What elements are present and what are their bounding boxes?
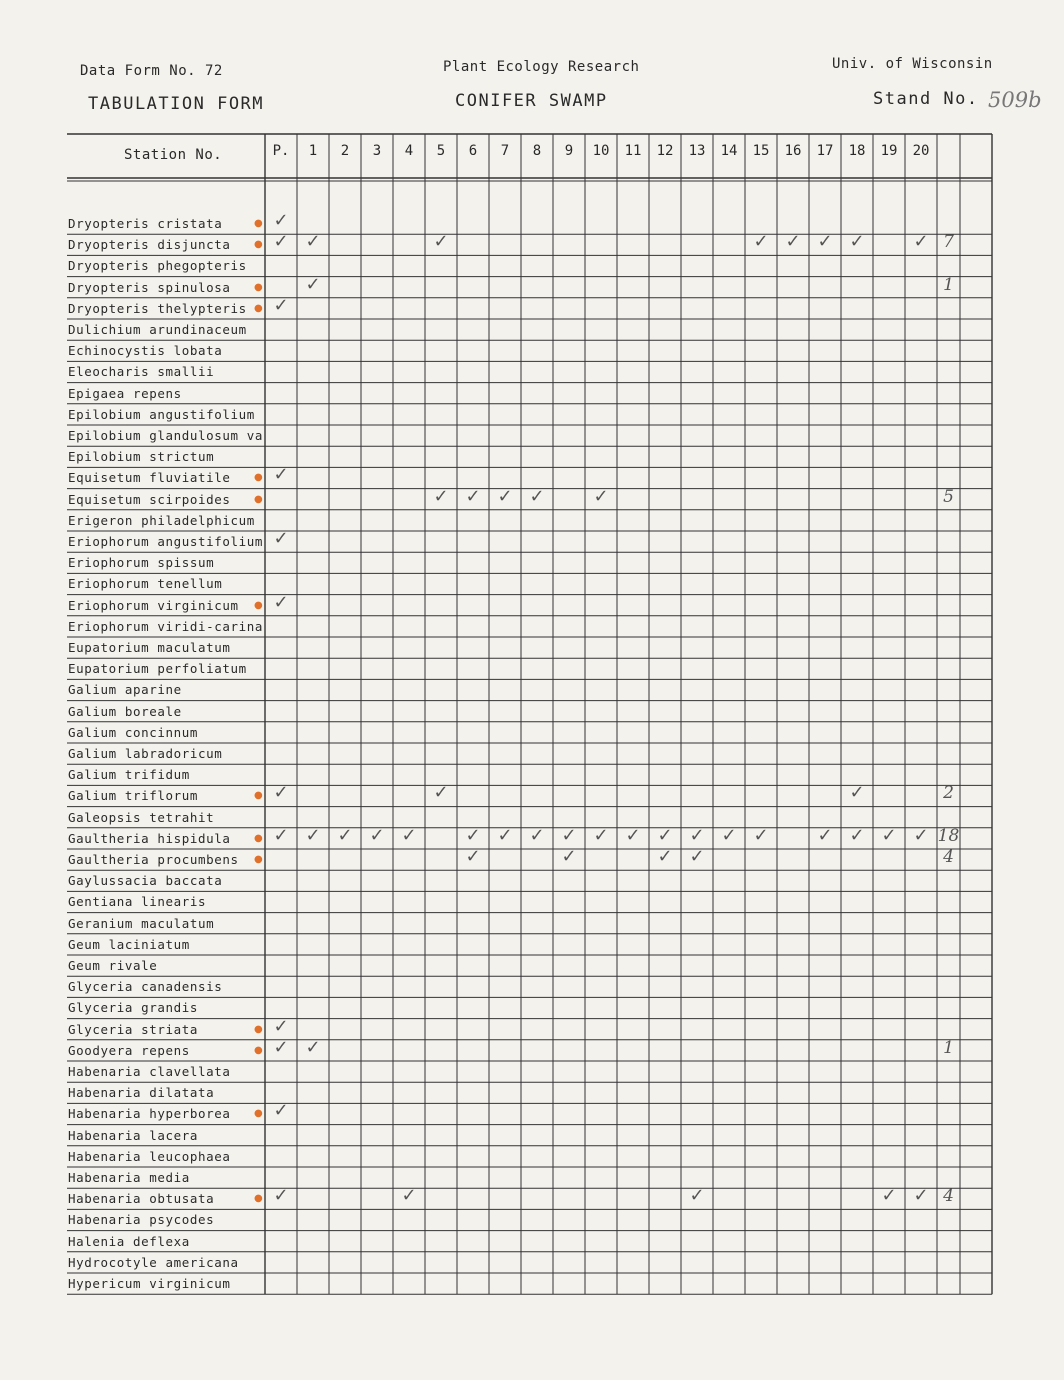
species-name: Epigaea repens (68, 385, 182, 401)
species-name: Eriophorum angustifolium (68, 534, 264, 549)
orange-dot-icon: ● (254, 218, 263, 229)
check-mark-icon: ✓ (433, 485, 449, 507)
column-header-12: 12 (656, 143, 674, 159)
station-number-label: Station No. (124, 147, 223, 163)
species-name: Galium triflorum (68, 788, 199, 804)
column-header-19: 19 (880, 143, 898, 159)
check-mark-icon: ✓ (529, 485, 545, 507)
species-name: Gaultheria hispidula (68, 830, 231, 846)
check-mark-icon: ✓ (305, 1036, 321, 1058)
check-mark-icon: ✓ (305, 824, 321, 846)
orange-dot-icon: ● (254, 302, 263, 314)
species-name: Eleocharis smallii (68, 364, 215, 380)
species-name: Dulichium arundinaceum (68, 322, 247, 337)
check-mark-icon: ✓ (433, 231, 449, 253)
column-header-10: 10 (592, 143, 610, 159)
check-mark-icon: ✓ (849, 231, 865, 253)
check-mark-icon: ✓ (913, 824, 929, 846)
species-name: Eupatorium maculatum (68, 640, 231, 655)
species-name: Gentiana linearis (68, 894, 207, 910)
species-name: Dryopteris spinulosa (68, 279, 231, 295)
species-name: Geum laciniatum (68, 936, 190, 952)
check-mark-icon: ✓ (561, 846, 577, 867)
row-total: 18 (937, 825, 960, 846)
orange-dot-icon: ● (254, 472, 263, 484)
species-name: Erigeron philadelphicum (68, 512, 255, 528)
species-name: Epilobium glandulosum va (68, 428, 264, 443)
row-total: 2 (943, 783, 954, 804)
column-header-1: 1 (308, 143, 318, 159)
check-mark-icon: ✓ (369, 824, 385, 846)
check-mark-icon: ✓ (881, 1185, 897, 1207)
species-name: Hypericum virginicum (68, 1276, 231, 1291)
column-header-6: 6 (468, 143, 478, 159)
species-name: Habenaria clavellata (68, 1064, 231, 1079)
row-total: 4 (943, 1186, 954, 1207)
check-mark-icon: ✓ (817, 824, 833, 846)
check-mark-icon: ✓ (401, 1185, 417, 1207)
species-name: Geum rivale (68, 958, 158, 973)
orange-dot-icon: ● (254, 1044, 263, 1056)
species-name: Geranium maculatum (68, 915, 215, 931)
check-mark-icon: ✓ (273, 824, 289, 846)
orange-dot-icon: ● (254, 493, 263, 505)
species-name: Galium trifidum (68, 767, 190, 783)
species-name: Epilobium angustifolium (68, 406, 255, 422)
species-name: Equisetum fluviatile (68, 470, 231, 486)
species-name: Dryopteris disjuncta (68, 237, 231, 253)
organization: Plant Ecology Research (443, 59, 640, 75)
column-header-18: 18 (848, 143, 866, 159)
check-mark-icon: ✓ (401, 824, 417, 846)
check-mark-icon: ✓ (273, 591, 289, 613)
check-mark-icon: ✓ (689, 846, 705, 867)
species-name: Habenaria leucophaea (68, 1148, 231, 1164)
species-name: Glyceria grandis (68, 1000, 199, 1016)
species-name: Halenia deflexa (68, 1233, 190, 1249)
check-mark-icon: ✓ (753, 231, 769, 253)
check-mark-icon: ✓ (593, 824, 609, 846)
row-total: 4 (943, 847, 954, 867)
species-name: Galium labradoricum (68, 746, 223, 761)
column-header-15: 15 (752, 143, 770, 159)
check-mark-icon: ✓ (561, 824, 577, 846)
check-mark-icon: ✓ (817, 231, 833, 253)
orange-dot-icon: ● (254, 832, 263, 844)
species-name: Equisetum scirpoides (68, 491, 231, 507)
university: Univ. of Wisconsin (832, 56, 993, 72)
species-name: Dryopteris phegopteris (68, 258, 247, 274)
row-total: 1 (943, 274, 954, 295)
check-mark-icon: ✓ (273, 210, 289, 231)
species-name: Gaylussacia baccata (68, 873, 223, 889)
check-mark-icon: ✓ (273, 294, 289, 316)
column-header-16: 16 (784, 143, 802, 159)
check-mark-icon: ✓ (785, 231, 801, 253)
check-mark-icon: ✓ (497, 824, 513, 846)
species-name: Habenaria hyperborea (68, 1106, 231, 1122)
species-name: Galium concinnum (68, 724, 199, 740)
check-mark-icon: ✓ (689, 1185, 705, 1207)
check-mark-icon: ✓ (753, 824, 769, 846)
check-mark-icon: ✓ (849, 824, 865, 846)
column-header-20: 20 (912, 143, 930, 159)
orange-dot-icon: ● (254, 599, 263, 611)
row-total: 7 (943, 232, 954, 253)
species-name: Eriophorum viridi-carina (68, 618, 264, 634)
community-type: CONIFER SWAMP (455, 91, 608, 111)
column-header-11: 11 (624, 143, 642, 159)
check-mark-icon: ✓ (273, 528, 289, 549)
species-name: Habenaria psycodes (68, 1212, 215, 1228)
species-name: Galium boreale (68, 703, 182, 719)
species-name: Gaultheria procumbens (68, 852, 239, 867)
orange-dot-icon: ● (254, 1108, 263, 1120)
check-mark-icon: ✓ (721, 824, 737, 846)
check-mark-icon: ✓ (657, 824, 673, 846)
check-mark-icon: ✓ (273, 464, 289, 486)
check-mark-icon: ✓ (273, 231, 289, 253)
species-name: Hydrocotyle americana (68, 1254, 239, 1270)
species-name: Glyceria canadensis (68, 979, 223, 995)
check-mark-icon: ✓ (273, 1036, 289, 1058)
check-mark-icon: ✓ (913, 231, 929, 253)
column-header-9: 9 (564, 143, 574, 159)
column-header-2: 2 (340, 143, 350, 159)
check-mark-icon: ✓ (433, 782, 449, 804)
species-name: Habenaria obtusata (68, 1191, 215, 1207)
orange-dot-icon: ● (254, 854, 263, 865)
check-mark-icon: ✓ (849, 782, 865, 804)
species-name: Dryopteris thelypteris (68, 300, 247, 316)
form-title: TABULATION FORM (88, 94, 265, 114)
species-name: Glyceria striata (68, 1021, 199, 1037)
check-mark-icon: ✓ (465, 824, 481, 846)
species-name: Dryopteris cristata (68, 216, 223, 231)
check-mark-icon: ✓ (593, 485, 609, 507)
check-mark-icon: ✓ (273, 1100, 289, 1122)
orange-dot-icon: ● (254, 1023, 263, 1035)
orange-dot-icon: ● (254, 1193, 263, 1205)
check-mark-icon: ✓ (657, 846, 673, 867)
check-mark-icon: ✓ (305, 231, 321, 253)
column-header-13: 13 (688, 143, 706, 159)
check-mark-icon: ✓ (529, 824, 545, 846)
check-mark-icon: ✓ (465, 485, 481, 507)
column-header-3: 3 (372, 143, 382, 159)
column-header-8: 8 (532, 143, 542, 159)
species-name: Eupatorium perfoliatum (68, 661, 247, 677)
column-header-4: 4 (404, 143, 414, 159)
row-total: 1 (943, 1037, 954, 1058)
check-mark-icon: ✓ (273, 1015, 289, 1037)
check-mark-icon: ✓ (305, 273, 321, 295)
check-mark-icon: ✓ (465, 846, 481, 867)
species-name: Eriophorum virginicum (68, 597, 239, 613)
orange-dot-icon: ● (254, 790, 263, 802)
species-name: Galeopsis tetrahit (68, 809, 215, 825)
species-name: Habenaria lacera (68, 1127, 199, 1143)
orange-dot-icon: ● (254, 239, 263, 251)
stand-label: Stand No. (873, 89, 979, 109)
column-header-5: 5 (436, 143, 446, 159)
check-mark-icon: ✓ (689, 824, 705, 846)
species-name: Habenaria dilatata (68, 1085, 215, 1101)
species-name: Echinocystis lobata (68, 343, 223, 359)
check-mark-icon: ✓ (273, 782, 289, 804)
species-name: Galium aparine (68, 682, 182, 698)
species-name: Epilobium strictum (68, 449, 215, 465)
orange-dot-icon: ● (254, 281, 263, 293)
form-number: Data Form No. 72 (80, 63, 223, 79)
column-header-P.: P. (272, 143, 290, 159)
check-mark-icon: ✓ (273, 1185, 289, 1207)
row-total: 5 (943, 486, 954, 507)
column-header-14: 14 (720, 143, 738, 159)
column-header-17: 17 (816, 143, 834, 159)
stand-number: 509b (988, 88, 1042, 112)
species-name: Eriophorum tenellum (68, 576, 223, 592)
check-mark-icon: ✓ (497, 485, 513, 507)
check-mark-icon: ✓ (913, 1185, 929, 1207)
check-mark-icon: ✓ (881, 824, 897, 846)
species-name: Eriophorum spissum (68, 555, 215, 571)
check-mark-icon: ✓ (337, 824, 353, 846)
species-name: Goodyera repens (68, 1042, 190, 1058)
column-header-7: 7 (500, 143, 510, 159)
species-name: Habenaria media (68, 1170, 190, 1185)
check-mark-icon: ✓ (625, 824, 641, 846)
